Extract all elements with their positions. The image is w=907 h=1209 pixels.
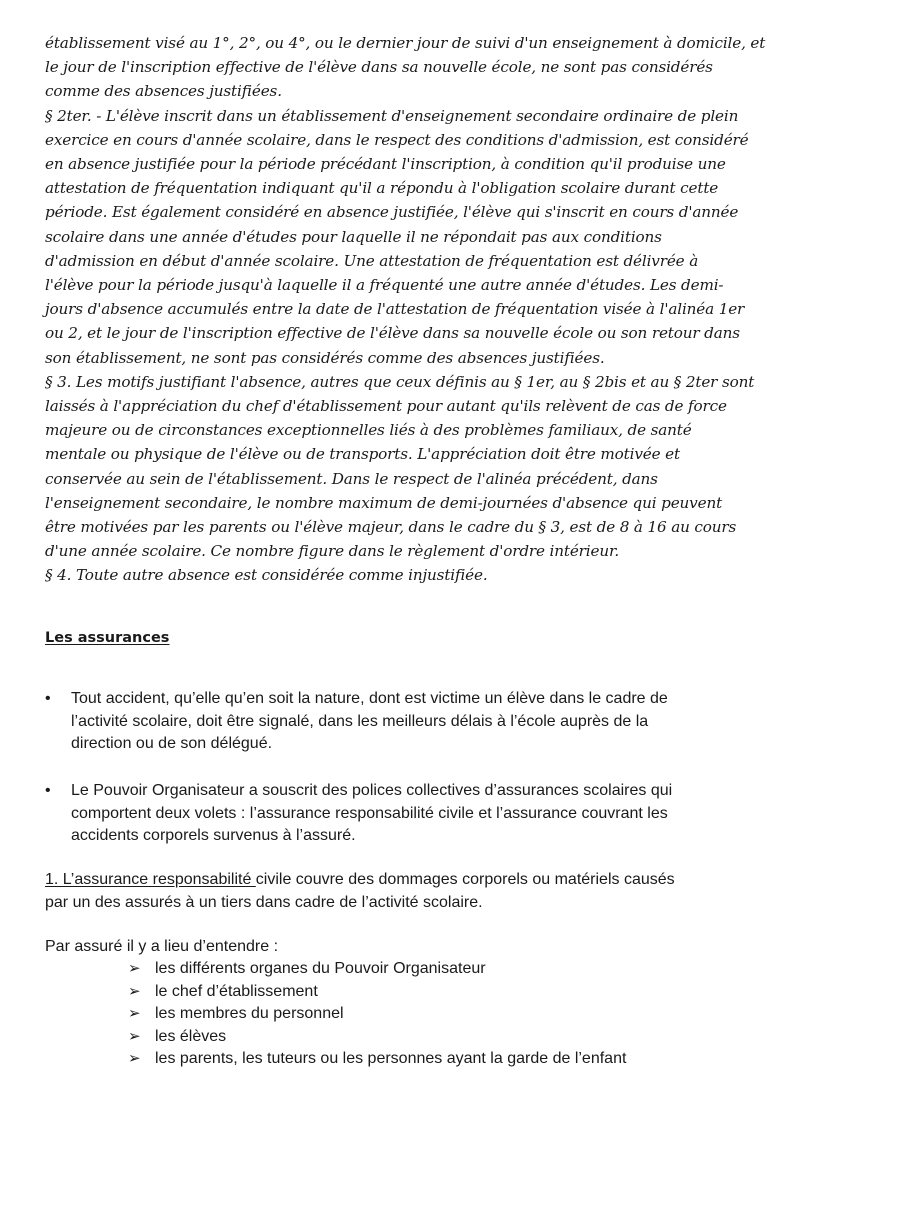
text-line: comme des absences justifiées. bbox=[45, 82, 282, 101]
arrow-bullet-icon: ➢ bbox=[128, 982, 141, 1000]
bullet-text-line: comportent deux volets : l’assurance responsabilité civile et l’assurance couvrant les bbox=[71, 804, 668, 822]
civil-liability-paragraph bbox=[45, 869, 765, 914]
bullet-icon: • bbox=[45, 690, 51, 707]
text-line: d'une année scolaire. Ce nombre figure dans le règlement d'ordre intérieur. bbox=[45, 542, 620, 561]
arrow-bullet-icon: ➢ bbox=[128, 1027, 141, 1045]
text-line: être motivées par les parents ou l'élève majeur, dans le cadre du § 3, est de 8 à 16 au cours bbox=[45, 518, 737, 537]
text-line: conservée au sein de l'établissement. Dans le respect de l'alinéa précédent, dans bbox=[45, 469, 658, 488]
paragraph-text: par un des assurés à un tiers dans cadre de l’activité scolaire. bbox=[45, 893, 483, 911]
list-item-text: le chef d’établissement bbox=[155, 982, 318, 1000]
list-item-text: les différents organes du Pouvoir Organisateur bbox=[155, 960, 486, 977]
text-line: attestation de fréquentation indiquant qu'il a répondu à l'obligation scolaire durant cette bbox=[45, 179, 719, 198]
list-item-text: les élèves bbox=[155, 1027, 227, 1045]
list-item-text: les parents, les tuteurs ou les personnes ayant la garde de l’enfant bbox=[155, 1050, 627, 1067]
bullet-text-line: direction ou de son délégué. bbox=[71, 735, 273, 752]
bullet-text-line: Tout accident, qu’elle qu’en soit la nature, dont est victime un élève dans le cadre de bbox=[71, 690, 668, 707]
text-line: son établissement, ne sont pas considérés comme des absences justifiées. bbox=[45, 348, 605, 367]
bullet-icon: • bbox=[45, 782, 51, 799]
insured-intro: Par assuré il y a lieu d’entendre : bbox=[45, 938, 279, 955]
text-line: § 3. Les motifs justifiant l'absence, autres que ceux définis au § 1er, au § 2bis et au § 2ter sont bbox=[45, 372, 755, 391]
text-line: exercice en cours d'année scolaire, dans le respect des conditions d'admission, est considéré bbox=[45, 130, 749, 149]
text-line: scolaire dans une année d'études pour laquelle il ne répondait pas aux conditions bbox=[45, 227, 662, 246]
text-line: § 2ter. - L'élève inscrit dans un établissement d'enseignement secondaire ordinaire de plein bbox=[45, 106, 739, 125]
bullet-item bbox=[45, 780, 765, 850]
text-line: majeure ou de circonstances exceptionnelles liés à des problèmes familiaux, de santé bbox=[45, 421, 692, 440]
bullet-text-line: Le Pouvoir Organisateur a souscrit des polices collectives d’assurances scolaires qui bbox=[71, 782, 673, 799]
text-line: d'admission en début d'année scolaire. Une attestation de fréquentation est délivrée à bbox=[45, 251, 699, 270]
arrow-bullet-icon: ➢ bbox=[128, 960, 141, 977]
text-line: § 4. Toute autre absence est considérée comme injustifiée. bbox=[45, 566, 488, 585]
section-heading-insurance: Les assurances bbox=[45, 630, 170, 646]
text-line: mentale ou physique de l'élève ou de transports. L'appréciation doit être motivée et bbox=[45, 445, 680, 464]
civil-liability-title: 1. L’assurance responsabilité bbox=[45, 871, 256, 888]
text-line: jours d'absence accumulés entre la date de l'attestation de fréquentation visée à l'alinéa 1er bbox=[45, 300, 745, 319]
text-line: en absence justifiée pour la période précédant l'inscription, à condition qu'il produise une bbox=[45, 155, 726, 174]
bullet-item bbox=[45, 688, 765, 758]
text-line: l'enseignement secondaire, le nombre maximum de demi-journées d'absence qui peuvent bbox=[45, 493, 723, 512]
text-line: laissés à l'appréciation du chef d'établissement pour autant qu'ils relèvent de cas de force bbox=[45, 397, 727, 416]
text-line: le jour de l'inscription effective de l'élève dans sa nouvelle école, ne sont pas considérés bbox=[45, 58, 713, 77]
text-line: période. Est également considéré en absence justifiée, l'élève qui s'inscrit en cours d'année bbox=[45, 203, 739, 222]
text-line: l'élève pour la période jusqu'à laquelle il a fréquenté une autre année d'études. Les demi- bbox=[45, 276, 724, 295]
arrow-bullet-icon: ➢ bbox=[128, 1005, 141, 1022]
arrow-bullet-icon: ➢ bbox=[128, 1050, 141, 1067]
text-line: établissement visé au 1°, 2°, ou 4°, ou le dernier jour de suivi d'un enseignement à domicile, et bbox=[45, 34, 766, 52]
text-line: ou 2, et le jour de l'inscription effective de l'élève dans sa nouvelle école ou son retour dans bbox=[45, 324, 740, 343]
paragraph-text: civile couvre des dommages corporels ou matériels causés bbox=[255, 871, 675, 888]
bullet-text-line: l’activité scolaire, doit être signalé, dans les meilleurs délais à l’école auprès de la bbox=[71, 712, 649, 730]
bullet-text-line: accidents corporels survenus à l’assuré. bbox=[71, 827, 356, 844]
absence-rules-text bbox=[45, 31, 766, 588]
list-item-text: les membres du personnel bbox=[155, 1005, 344, 1022]
